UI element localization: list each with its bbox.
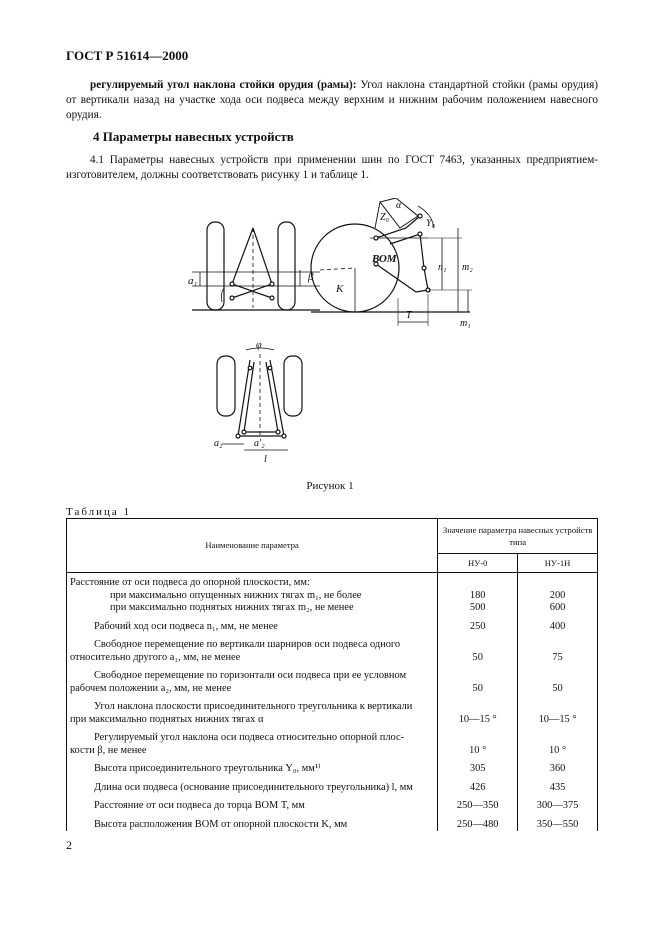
section-paragraph: 4.1 Параметры навесных устройств при применении шин по ГОСТ 7463, указанных предприятием-изготовителем, должны соответствовать рисунку 1 и таблице 1. — [66, 154, 598, 181]
right-wheel-front — [278, 222, 295, 310]
table-row: Угол наклона плоскости присоединительного треугольника к вертикали при максимально поднятых нижних тягах α 10—15 ° 10—15 ° — [67, 695, 598, 726]
right-wheel-top — [284, 356, 302, 416]
label-l: l — [264, 454, 267, 465]
table-row: Рабочий ход оси подвеса n₁, мм, не менее 250 400 — [67, 615, 598, 634]
figure-1-diagram — [180, 198, 480, 470]
label-m2: m₂ — [462, 262, 473, 273]
definition-paragraph — [66, 78, 598, 123]
front-linkage-right — [232, 228, 272, 298]
label-a2: a₂ — [214, 438, 223, 449]
label-beta: β — [308, 271, 314, 283]
table-row: Длина оси подвеса (основание присоединительного треугольника) l, мм 426 435 — [67, 776, 598, 795]
table-row: Расстояние от оси подвеса до опорной плоскости, мм: при максимально опущенных нижних тягах m₁, не более при максимально поднятых нижних тягах m₂, не менее 180 500 200 600 — [67, 573, 598, 615]
definition-term: регулируемый угол наклона стойки орудия (рамы): — [90, 79, 357, 91]
front-linkage-left — [232, 228, 272, 298]
top-linkage-left — [238, 360, 250, 436]
document-header: ГОСТ Р 51614—2000 — [66, 48, 189, 63]
page-number: 2 — [66, 838, 72, 852]
table-row: Свободное перемещение по горизонтали оси подвеса при ее условном рабочем положении a₂, мм, не менее 50 50 — [67, 664, 598, 695]
label-k: K — [336, 283, 344, 295]
figure-caption: Рисунок 1 — [306, 480, 354, 492]
table-head-nu1n: НУ-1Н — [518, 554, 598, 573]
label-n1: n₁ — [438, 262, 447, 273]
label-z0: Z₀ — [380, 212, 390, 223]
table-title: Таблица 1 — [66, 506, 132, 518]
lower-link — [376, 264, 428, 292]
section-title: 4 Параметры навесных устройств — [93, 129, 294, 144]
label-bom: ВОМ — [372, 253, 397, 265]
label-phi: φ — [256, 340, 262, 351]
label-a2-prime: a'₂ — [254, 438, 265, 449]
label-alpha: α — [396, 200, 402, 211]
table-head-group: Значение параметра навесных устройств типа — [438, 519, 598, 554]
table-head-nu0: НУ-0 — [438, 554, 518, 573]
label-m1: m₁ — [460, 318, 471, 329]
table-row: Регулируемый угол наклона оси подвеса относительно опорной плос- кости β, не менее 10 ° 10 ° — [67, 726, 598, 757]
table-row: Расстояние от оси подвеса до торца ВОМ T, мм 250—350 300—375 — [67, 794, 598, 813]
label-a1: a₁ — [188, 275, 198, 287]
table-row: Высота расположения ВОМ от опорной плоскости K, мм 250—480 350—550 — [67, 813, 598, 832]
definition-text: Угол наклона стандартной стойки (рамы орудия) от вертикали назад на участке хода оси подвеса между верхним и нижним рабочим положением навесного орудия. — [66, 79, 598, 121]
table-row: Высота присоединительного треугольника Y₀, мм¹⁾ 305 360 — [67, 757, 598, 776]
label-y0: Y₀ — [426, 218, 436, 229]
left-wheel-top — [217, 356, 235, 416]
parameters-table — [66, 518, 598, 831]
table-head-name: Наименование параметра — [67, 519, 438, 573]
table-row: Свободное перемещение по вертикали шарниров оси подвеса одного относительно другого a₁, мм, не менее 50 75 — [67, 633, 598, 664]
label-t: T — [406, 310, 412, 321]
